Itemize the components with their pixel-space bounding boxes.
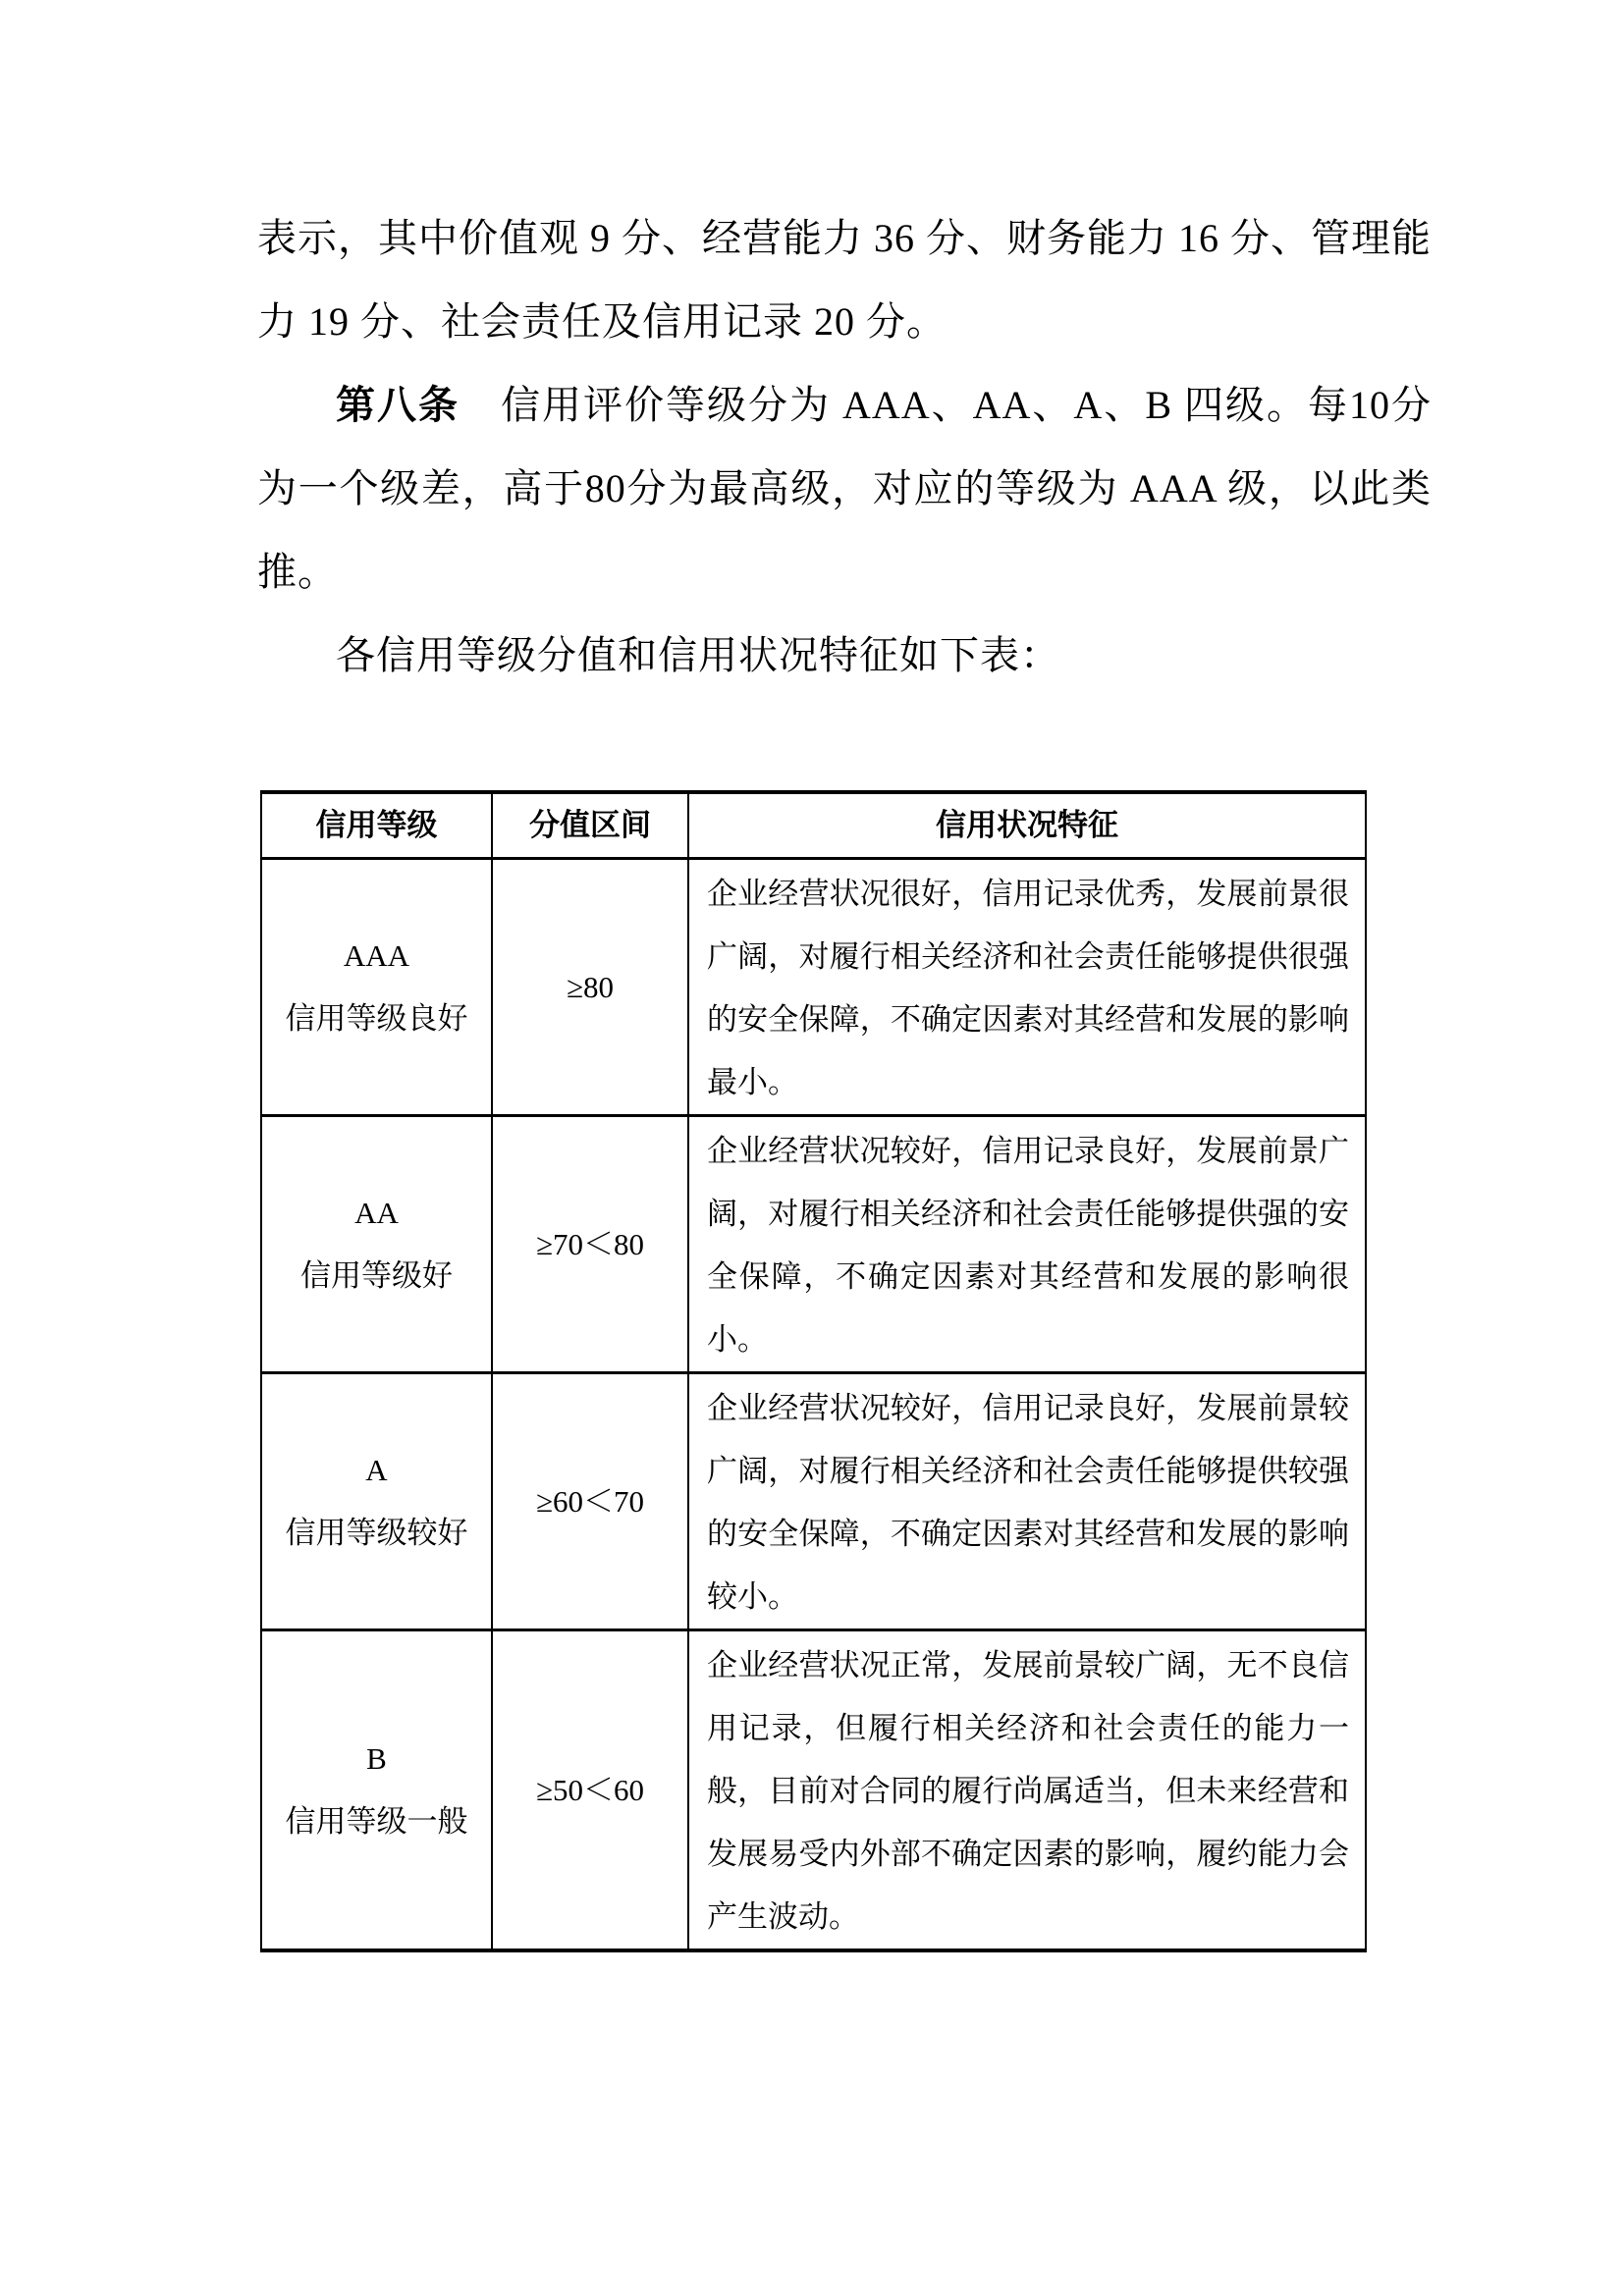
text-run: 各信用等级分值和信用状况特征如下表：	[336, 633, 1060, 677]
score-range-cell: ≥60＜70	[492, 1373, 688, 1630]
table-row-aa	[261, 1116, 1366, 1373]
credit-rating-table	[260, 790, 1367, 1952]
grade-code: B	[366, 1740, 387, 1776]
grade-cell	[261, 1116, 492, 1373]
description-cell: 企业经营状况很好，信用记录优秀，发展前景很广阔，对履行相关经济和社会责任能够提供很强的安全保障，不确定因素对其经营和发展的影响最小。	[688, 859, 1366, 1116]
table-row-a	[261, 1373, 1366, 1630]
paragraph-table-intro	[257, 614, 1432, 697]
grade-code: AA	[354, 1195, 399, 1230]
grade-code: A	[365, 1452, 388, 1487]
text-run: 表示，其中价值观 9 分、经营能力 36 分、财务能力 16 分、管理能力 19 分、社会责任及信用记录 20 分。	[257, 216, 1432, 344]
table-row-aaa	[261, 859, 1366, 1116]
table-row-b	[261, 1630, 1366, 1951]
score-range-cell: ≥50＜60	[492, 1630, 688, 1951]
column-header-score-range: 分值区间	[492, 792, 688, 859]
grade-cell	[261, 1373, 492, 1630]
grade-label: 信用等级良好	[285, 1000, 468, 1036]
description-cell: 企业经营状况正常，发展前景较广阔，无不良信用记录，但履行相关经济和社会责任的能力一般，目前对合同的履行尚属适当，但未来经营和发展易受内外部不确定因素的影响，履约能力会产生波动。	[688, 1630, 1366, 1951]
grade-label: 信用等级一般	[285, 1803, 468, 1839]
article-number-label: 第八条	[336, 383, 460, 427]
column-header-credit-grade: 信用等级	[261, 792, 492, 859]
description-cell: 企业经营状况较好，信用记录良好，发展前景广阔，对履行相关经济和社会责任能够提供强的安全保障，不确定因素对其经营和发展的影响很小。	[688, 1116, 1366, 1373]
description-cell: 企业经营状况较好，信用记录良好，发展前景较广阔，对履行相关经济和社会责任能够提供较强的安全保障，不确定因素对其经营和发展的影响较小。	[688, 1373, 1366, 1630]
paragraph-scores	[257, 196, 1432, 363]
table-header-row	[261, 792, 1366, 859]
grade-label: 信用等级好	[300, 1257, 453, 1293]
grade-cell	[261, 1630, 492, 1951]
grade-code: AAA	[343, 937, 410, 973]
document-body	[257, 196, 1432, 697]
score-range-cell: ≥70＜80	[492, 1116, 688, 1373]
score-range-cell: ≥80	[492, 859, 688, 1116]
grade-cell	[261, 859, 492, 1116]
grade-label: 信用等级较好	[285, 1515, 468, 1550]
text-run: 信用评价等级分为 AAA、AA、A、B 四级。每10分为一个级差，高于80分为最高级，对应的等级为 AAA 级，以此类推。	[257, 383, 1432, 594]
paragraph-article-8	[257, 363, 1432, 614]
column-header-credit-characteristics: 信用状况特征	[688, 792, 1366, 859]
